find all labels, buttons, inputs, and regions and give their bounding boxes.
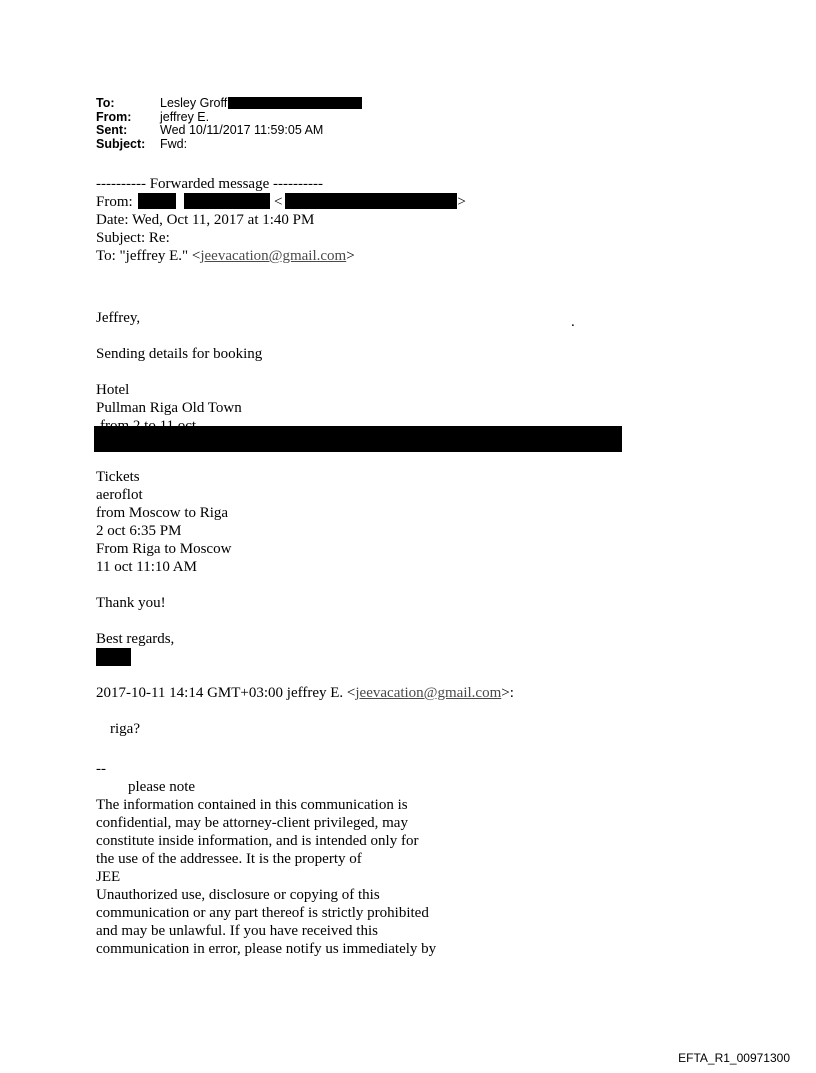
to-label: To: <box>96 96 115 110</box>
subject-label: Subject: <box>96 136 146 151</box>
time-return: 11 oct 11:10 AM <box>96 559 197 575</box>
disclaimer-line: JEE <box>96 869 121 885</box>
lt-sign: < <box>273 194 283 210</box>
hotel-dates: from 2 to 11 oct <box>100 418 197 434</box>
document-id: EFTA_R1_00971300 <box>678 1051 790 1065</box>
redaction-block <box>96 648 131 666</box>
disclaimer-line: constitute inside information, and is intended only for <box>96 833 419 849</box>
forward-to-prefix: To: "jeffrey E." < <box>96 248 201 264</box>
stray-dot: . <box>571 314 575 330</box>
disclaimer-line: the use of the addressee. It is the property of <box>96 851 362 867</box>
forward-to-line <box>96 247 514 265</box>
forward-to-suffix: > <box>346 248 355 264</box>
to-value: Lesley Groff <box>160 96 228 110</box>
subject-value: Fwd: <box>160 136 188 151</box>
regards-text: Best regards, <box>96 631 175 647</box>
forward-from-line <box>96 193 514 211</box>
greeting: Jeffrey, <box>96 310 141 326</box>
redaction-block <box>184 193 270 209</box>
redaction-block <box>228 97 362 109</box>
tickets-label: Tickets <box>96 469 140 485</box>
sent-label: Sent: <box>96 123 128 137</box>
forward-subject: Subject: Re: <box>96 230 170 246</box>
email-link[interactable]: jeevacation@gmail.com <box>200 248 347 264</box>
subject-row <box>96 138 362 152</box>
to-row <box>96 97 362 111</box>
sender-name-redacted <box>96 648 514 666</box>
email-body <box>96 175 514 958</box>
quoted-suffix: >: <box>501 685 514 701</box>
sent-row <box>96 124 362 138</box>
email-header <box>96 97 362 151</box>
disclaimer-line: and may be unlawful. If you have received this <box>96 923 378 939</box>
thanks-text: Thank you! <box>96 595 166 611</box>
signature-dash: -- <box>96 761 106 777</box>
disclaimer-line: communication or any part thereof is strictly prohibited <box>96 905 429 921</box>
gt-sign: > <box>457 194 466 210</box>
hotel-name: Pullman Riga Old Town <box>96 400 242 416</box>
route-return: From Riga to Moscow <box>96 541 232 557</box>
quoted-text: riga? <box>110 721 140 737</box>
airline: aeroflot <box>96 487 143 503</box>
sent-value: Wed 10/11/2017 11:59:05 AM <box>160 123 324 137</box>
disclaimer-line: The information contained in this communication is <box>96 797 408 813</box>
signature-note: please note <box>128 779 196 795</box>
disclaimer-line: communication in error, please notify us immediately by <box>96 941 437 957</box>
disclaimer-line: Unauthorized use, disclosure or copying of this <box>96 887 380 903</box>
disclaimer-line: confidential, may be attorney-client privileged, may <box>96 815 408 831</box>
route-outbound: from Moscow to Riga <box>96 505 229 521</box>
intro-text: Sending details for booking <box>96 346 263 362</box>
quoted-prefix: 2017-10-11 14:14 GMT+03:00 jeffrey E. < <box>96 685 356 701</box>
redaction-block <box>138 193 176 209</box>
forwarded-banner: ---------- Forwarded message ---------- <box>96 176 323 192</box>
from-value: jeffrey E. <box>160 109 210 124</box>
forward-from-prefix: From: <box>96 194 133 210</box>
time-outbound: 2 oct 6:35 PM <box>96 523 182 539</box>
quoted-header <box>96 684 514 702</box>
from-label: From: <box>96 109 132 124</box>
forward-date: Date: Wed, Oct 11, 2017 at 1:40 PM <box>96 212 315 228</box>
hotel-label: Hotel <box>96 382 130 398</box>
from-row <box>96 111 362 125</box>
redaction-block <box>285 193 457 209</box>
email-link[interactable]: jeevacation@gmail.com <box>355 685 502 701</box>
